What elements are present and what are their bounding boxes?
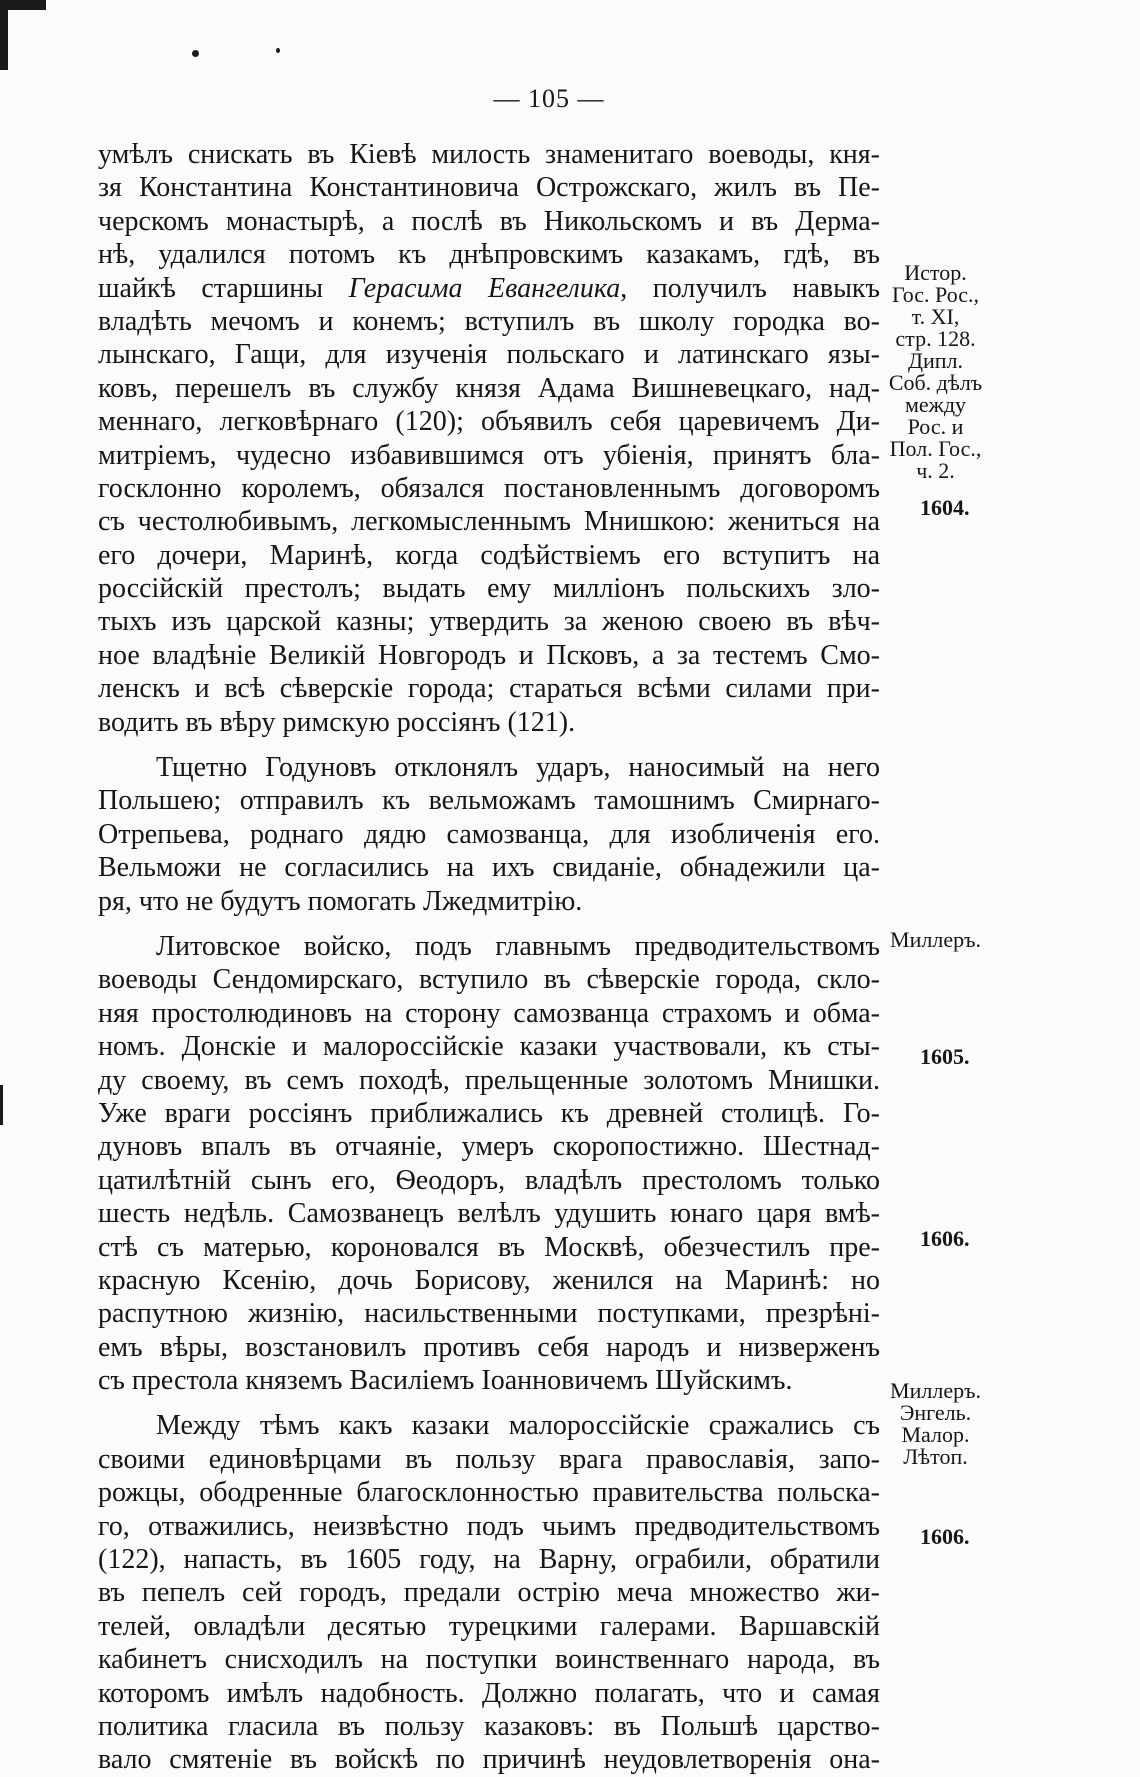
scan-edge-mark: [0, 0, 8, 70]
margin-note-line: Истор.: [904, 260, 967, 285]
text-line: Польшею; отправилъ къ вельможамъ тамошнимъ Смирнаго-: [98, 785, 880, 817]
margin-note-line: Пол. Гос.,: [889, 436, 982, 461]
text-line: своими единовѣрцами въ пользу врага православія, запо-: [98, 1443, 880, 1475]
margin-year: 1606.: [920, 1226, 970, 1251]
text-line: ковъ, перешелъ въ службу князя Адама Вишневецкаго, над-: [98, 372, 880, 404]
margin-note-line: Рос. и: [907, 414, 964, 439]
main-text-column: [98, 138, 880, 1777]
paragraph: [98, 138, 880, 739]
margin-note-line: Миллеръ.: [890, 1378, 981, 1403]
margin-note-sources: [878, 262, 993, 482]
margin-year: 1604.: [920, 495, 970, 520]
text-line: россійскій престолъ; выдать ему милліонъ польскихъ зло-: [98, 573, 880, 605]
margin-note-line: Гос. Рос.,: [891, 282, 980, 307]
text-line: Тщетно Годуновъ отклонялъ ударъ, наносимый на него: [156, 752, 880, 784]
margin-note-line: ч. 2.: [916, 458, 955, 483]
text-line: вало смятеніе въ войскѣ по причинѣ неудовлетворенія она-: [98, 1744, 880, 1776]
margin-note-line: Дипл.: [907, 348, 964, 373]
paragraph: [98, 1409, 880, 1776]
text-line: черскомъ монастырѣ, а послѣ въ Никольскомъ и въ Дерма-: [98, 205, 880, 237]
text-line: съ престола княземъ Василіемъ Іоанновичемъ Шуйскимъ.: [98, 1365, 793, 1397]
margin-note-line: Соб. дѣлъ: [888, 370, 983, 395]
text-line: го, отважились, неизвѣстно подъ чьимъ предводительствомъ: [98, 1510, 880, 1542]
text-line: няя простолюдиновъ на сторону самозванца страхомъ и обма-: [98, 997, 880, 1029]
text-line: распутною жизнію, насильственными поступками, презрѣні-: [98, 1298, 880, 1330]
margin-note-sources: [878, 1380, 993, 1468]
text-line: шесть недѣль. Самозванецъ велѣлъ удушить юнаго царя вмѣ-: [98, 1198, 880, 1230]
text-line: зя Константина Константиновича Острожскаго, жилъ въ Пе-: [98, 172, 880, 204]
text-line: тыхъ изъ царской казны; утвердить за женою своею въ вѣч-: [98, 606, 880, 638]
text-line: нѣ, удалился потомъ къ днѣпровскимъ казакамъ, гдѣ, въ: [98, 239, 880, 271]
text-line: ря, что не будутъ помогать Лжедмитрію.: [98, 885, 583, 917]
text-line: водить въ вѣру римскую россіянъ (121).: [98, 706, 576, 738]
margin-note-line: Миллеръ.: [890, 927, 981, 952]
text-line: цатилѣтній сынъ его, Ѳеодоръ, владѣлъ престоломъ только: [98, 1164, 880, 1196]
text-line: въ пепелъ сей городъ, предали острію меча множество жи-: [98, 1577, 880, 1609]
text-line: телей, овладѣли десятью турецкими галерами. Варшавскій: [98, 1610, 880, 1642]
italic-name: Герасима Евангелика: [348, 272, 621, 304]
text-line: номъ. Донскіе и малороссійскіе казаки участвовали, къ сты-: [98, 1031, 880, 1063]
text-line: ду своему, въ семъ походѣ, прельщенные золотомъ Мнишки.: [98, 1064, 880, 1096]
margin-note-line: между: [904, 392, 967, 417]
text-line: Литовское войско, подъ главнымъ предводительствомъ: [156, 930, 880, 962]
text-line: владѣть мечомъ и конемъ; вступилъ въ школу городка во-: [98, 305, 880, 337]
paragraph-gap: [98, 739, 880, 751]
text-line: (122), напасть, въ 1605 году, на Варну, ограбили, обратили: [98, 1544, 880, 1576]
text-line: Уже враги россіянъ приближались къ древней столицѣ. Го-: [98, 1097, 880, 1129]
page-number: — 105 —: [493, 84, 605, 113]
text-line-with-italic: шайкѣ старшины Герасима Евангелика, получилъ навыкъ: [98, 272, 880, 304]
text-line: кабинетъ снисходилъ на поступки воинственнаго народа, въ: [98, 1644, 880, 1676]
paragraph-gap: [98, 918, 880, 930]
text-line: лынскаго, Гащи, для изученія польскаго и латинскаго язы-: [98, 339, 880, 371]
scan-speck: [276, 48, 280, 53]
text-line: рожцы, ободренные благосклонностью правительства польска-: [98, 1477, 880, 1509]
margin-note-source: [878, 929, 993, 951]
text-line: воеводы Сендомирскаго, вступило въ сѣверскіе города, скло-: [98, 964, 880, 996]
text-line: съ честолюбивымъ, легкомысленнымъ Мнишкою: жениться на: [98, 506, 880, 538]
text-line: которомъ имѣлъ надобность. Должно полагать, что и самая: [98, 1677, 880, 1709]
text-line: его дочери, Маринѣ, когда содѣйствіемъ его вступитъ на: [98, 539, 880, 571]
text-line: Вельможи не согласились на ихъ свиданіе, обнадежили ца-: [98, 852, 880, 884]
text-line: меннаго, легковѣрнаго (120); объявилъ себя царевичемъ Ди-: [98, 406, 880, 438]
paragraph: [98, 751, 880, 918]
scan-edge-mark: [0, 1085, 3, 1125]
text-line: Отрепьева, роднаго дядю самозванца, для изобличенія его.: [98, 818, 880, 850]
text-line: дуновъ впалъ въ отчаяніе, умеръ скоропостижно. Шестнад-: [98, 1131, 880, 1163]
text-line: красную Ксенію, дочь Борисову, женился на Маринѣ: но: [98, 1264, 880, 1296]
text-line: госклонно королемъ, обязался постановленнымъ договоромъ: [98, 472, 880, 504]
paragraph-gap: [98, 1397, 880, 1409]
text-line: емъ вѣры, возстановилъ противъ себя народъ и низверженъ: [98, 1331, 880, 1363]
margin-note-line: Малор.: [901, 1422, 970, 1447]
margin-year: 1606.: [920, 1524, 970, 1549]
text-line: митріемъ, чудесно избавившимся отъ убіенія, принятъ бла-: [98, 439, 880, 471]
text-line: ленскъ и всѣ сѣверскіе города; стараться всѣми силами при-: [98, 673, 880, 705]
margin-note-line: стр. 128.: [895, 326, 976, 351]
scan-speck: [192, 50, 199, 57]
text-line: политика гласила въ пользу казаковъ: въ Польшѣ царство-: [98, 1710, 880, 1742]
margin-note-line: т. XI,: [911, 304, 960, 329]
text-line: Между тѣмъ какъ казаки малороссійскіе сражались съ: [156, 1410, 880, 1442]
margin-note-line: Лѣтоп.: [903, 1444, 968, 1469]
paragraph: [98, 930, 880, 1397]
text-line: стѣ съ матерью, короновался въ Москвѣ, обезчестилъ пре-: [98, 1231, 880, 1263]
text-line: умѣлъ снискать въ Кіевѣ милость знаменитаго воеводы, кня-: [98, 139, 880, 170]
margin-year: 1605.: [920, 1044, 970, 1069]
text-line: ное владѣніе Великій Новгородъ и Псковъ, а за тестемъ Смо-: [98, 639, 880, 671]
margin-note-line: Энгель.: [899, 1400, 972, 1425]
